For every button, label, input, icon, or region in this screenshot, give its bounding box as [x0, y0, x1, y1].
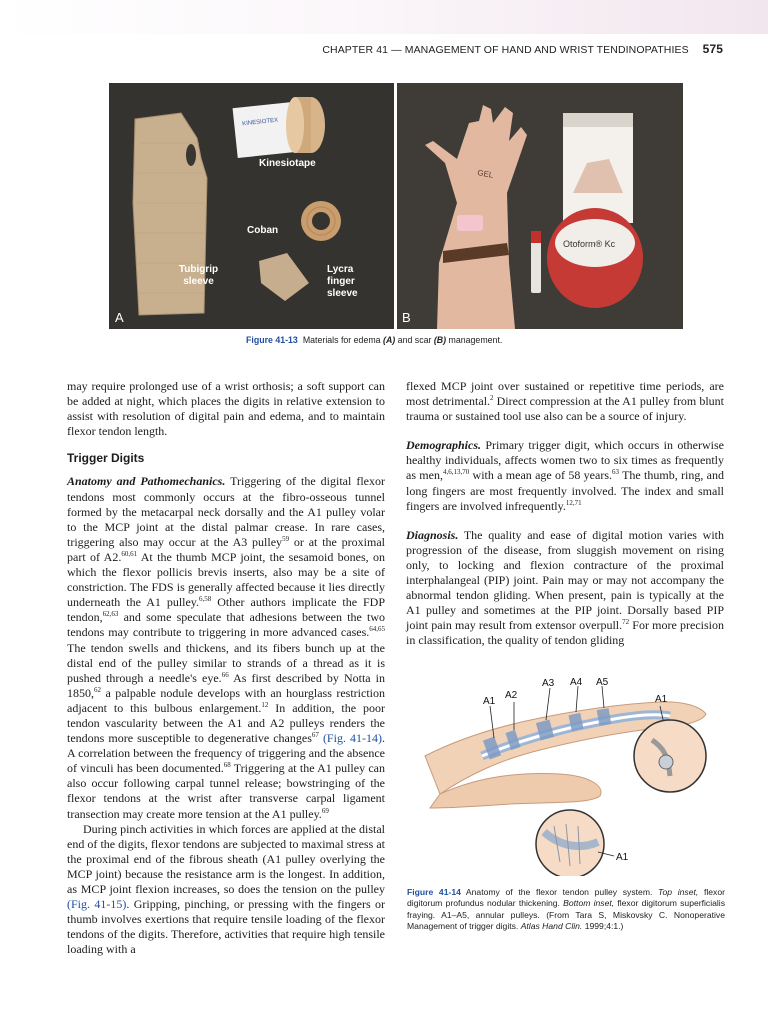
label-a4: A4: [570, 677, 583, 688]
running-header: [322, 42, 723, 56]
figure-reference-41-15[interactable]: (Fig. 41-15): [67, 897, 127, 912]
figure-reference-41-14[interactable]: (Fig. 41-14): [322, 731, 382, 746]
citation: 4,6,13,70: [442, 468, 470, 477]
citation: 12,71: [565, 498, 582, 507]
diagnosis-paragraph: Diagnosis. The quality and ease of digital motion varies with progression of the disease, from sluggish movement on rising only, to locking and flexion contracture of the proximal interphalangeal (PIP) joint. Pain may or may not accompany the abnormal tendon gliding. When present, pain is typically at the A1 pulley and sometimes at the PIP joint. Dorsally based PIP joint pain may result from extensor overpull.$^{72}$ For more precision in classification, the quality of tendon gliding: [406, 527, 725, 648]
caption-text: management.: [446, 335, 503, 345]
left-intro-paragraph: may require prolonged use of a wrist orthosis; a soft support can be added at night, which places the digits in relative extension to assist with resolution of digital pain and edema, and to maintain flexor tendon length.: [67, 379, 385, 439]
figure-41-13-label: Figure 41-13: [246, 335, 298, 345]
runin-demographics: Demographics.: [406, 438, 481, 453]
flexor-pulley-illustration: [420, 676, 720, 876]
anatomy-paragraph: Anatomy and Pathomechanics. Triggering of the digital flexor tendons most commonly occurs at the fibro-osseous tunnel formed by the metacarpal neck dorsally and the A1 pulley volar to the MCP joint at the distal palmar crease. In rare cases, triggering also may occur at the A3 pulley$^{59}$ or at the proximal part of A2.$^{60,61}$ At the thumb MCP joint, the sesamoid bones, on which the flexor pollicis brevis inserts, also may be a site of constriction. The FDS is generally affected because it lies directly underneath the A1 pulley.$^{6,58}$ Other authors implicate the FDP tendon,$^{62,63}$ and some speculate that adhesions between the two tendons may contribute to triggering in more advanced cases.$^{64,65}$ The tendon swells and thickens, and its fibers bunch up at the distal end of the pulley similar to strands of a thread as it is pushed through a needle's eye.$^{66}$ As first described by Notta in 1850,62 a palpable nodule develops with an hourglass restriction adjacent to this bulbous enlargement.$^{12}$ In addition, the poor tendon vascularity between the A1 and A2 pulleys renders the tendons more susceptible to degenerative changes$^{67}$ (Fig. 41-14). A correlation between the frequency of triggering and the absence of vinculi has been documented.$^{68}$ Triggering at the A1 pulley can also occur following carpal tunnel release; bowstringing of the flexor tendons at the wrist after transverse carpal ligament transection may create more tension at the A1 pulley.$^{69}$: [67, 474, 386, 821]
section-heading-trigger-digits: Trigger Digits: [67, 451, 145, 466]
page-top-band: [0, 0, 768, 34]
citation: 12: [261, 700, 269, 709]
citation: 67: [311, 731, 319, 740]
figure-41-13-caption: [246, 335, 666, 345]
citation: 2: [490, 394, 494, 403]
citation: 63: [612, 468, 619, 477]
label-a1-top-inset: A1: [655, 694, 668, 705]
label-a2: A2: [505, 690, 518, 701]
caption-text: Materials for edema: [302, 335, 384, 345]
svg-text:KINESIOTEX: KINESIOTEX: [241, 117, 279, 128]
label-a1-left: A1: [483, 696, 496, 707]
scar-materials-illustration: [397, 83, 683, 329]
citation: 6,58: [199, 595, 212, 604]
label-coban: Coban: [247, 225, 279, 236]
citation: 68: [223, 761, 231, 770]
citation: 66: [221, 670, 229, 679]
product-label-otoform: Otoform® Kc: [563, 239, 616, 249]
figure-41-14-label: Figure 41-14: [407, 887, 461, 897]
citation: 59: [282, 534, 290, 543]
label-a3: A3: [542, 678, 555, 689]
panel-letter-b: B: [402, 310, 411, 325]
caption-panel-ref-b: (B): [433, 335, 447, 345]
citation: 72: [622, 618, 630, 627]
right-column: [406, 379, 724, 649]
figure-41-14-pulley-diagram: [420, 676, 720, 876]
label-kinesiotape: Kinesiotape: [259, 158, 316, 169]
label-a5: A5: [596, 677, 609, 688]
demographics-paragraph: Demographics. Primary trigger digit, which occurs in otherwise healthy individuals, affects women two to six times as frequently as men,$^{4,6,13,70}$ with a mean age of 58 years.$^{63}$ The thumb, ring, and long fingers are most frequently involved. The index and small fingers are involved infrequently.$^{12,71}$: [406, 438, 724, 513]
caption-text: and scar: [395, 335, 434, 345]
left-column: [67, 379, 385, 957]
figure-41-14-caption: Figure 41-14 Anatomy of the flexor tendon pulley system. Top inset, flexor digitorum profundus nodular thickening. Bottom inset, flexor digitorum superficialis fraying. A1–A5, annular pulleys. (From Tara S, Miskovsky C. Nonoperative Management of trigger digits. Atlas Hand Clin. 1999;4:1.): [407, 887, 726, 932]
page-number: 575: [702, 42, 723, 56]
citation: 62: [94, 685, 101, 694]
citation: 64,65: [369, 625, 385, 634]
label-lycra-finger-sleeve: Lycra finger sleeve: [327, 264, 358, 299]
citation: 69: [321, 806, 329, 815]
label-a1-bottom-inset: A1: [616, 852, 629, 863]
caption-panel-ref-a: (A): [383, 335, 396, 345]
wrist-gel-text: GEL: [476, 168, 494, 180]
pinch-paragraph: During pinch activities in which forces are applied at the distal end of the digits, flexor tendons are subjected to maximal stress at the proximal end of the fibrous sheath (A1 pulley overlying the MCP joint) because the resistance arm is the longest. In addition, as MCP joint flexion increases, so does the tension on the pulley (Fig. 41-15). Gripping, pinching, or pressing with the fingers or thumb involves exertions that require tensile loading of the flexor tendons of the digits. Therefore, activities that require high tensile loading with a: [67, 821, 385, 957]
runin-diagnosis: Diagnosis.: [406, 527, 459, 542]
citation: 62,63: [102, 610, 119, 619]
right-intro-paragraph: flexed MCP joint over sustained or repetitive time periods, are most detrimental.$^2$ Direct compression at the A1 pulley from blunt trauma or sustained tool use also can be a source of injury.: [406, 379, 724, 424]
citation: 60,61: [121, 549, 138, 558]
chapter-title: CHAPTER 41 — MANAGEMENT OF HAND AND WRIST TENDINOPATHIES: [322, 44, 689, 56]
label-tubigrip-sleeve: Tubigrip sleeve: [178, 264, 219, 287]
panel-letter-a: A: [115, 310, 124, 325]
figure-41-13-panel-a-photo: [109, 83, 394, 329]
figure-41-13-panel-b-photo: [397, 83, 683, 329]
runin-anatomy: Anatomy and Pathomechanics.: [67, 474, 226, 489]
